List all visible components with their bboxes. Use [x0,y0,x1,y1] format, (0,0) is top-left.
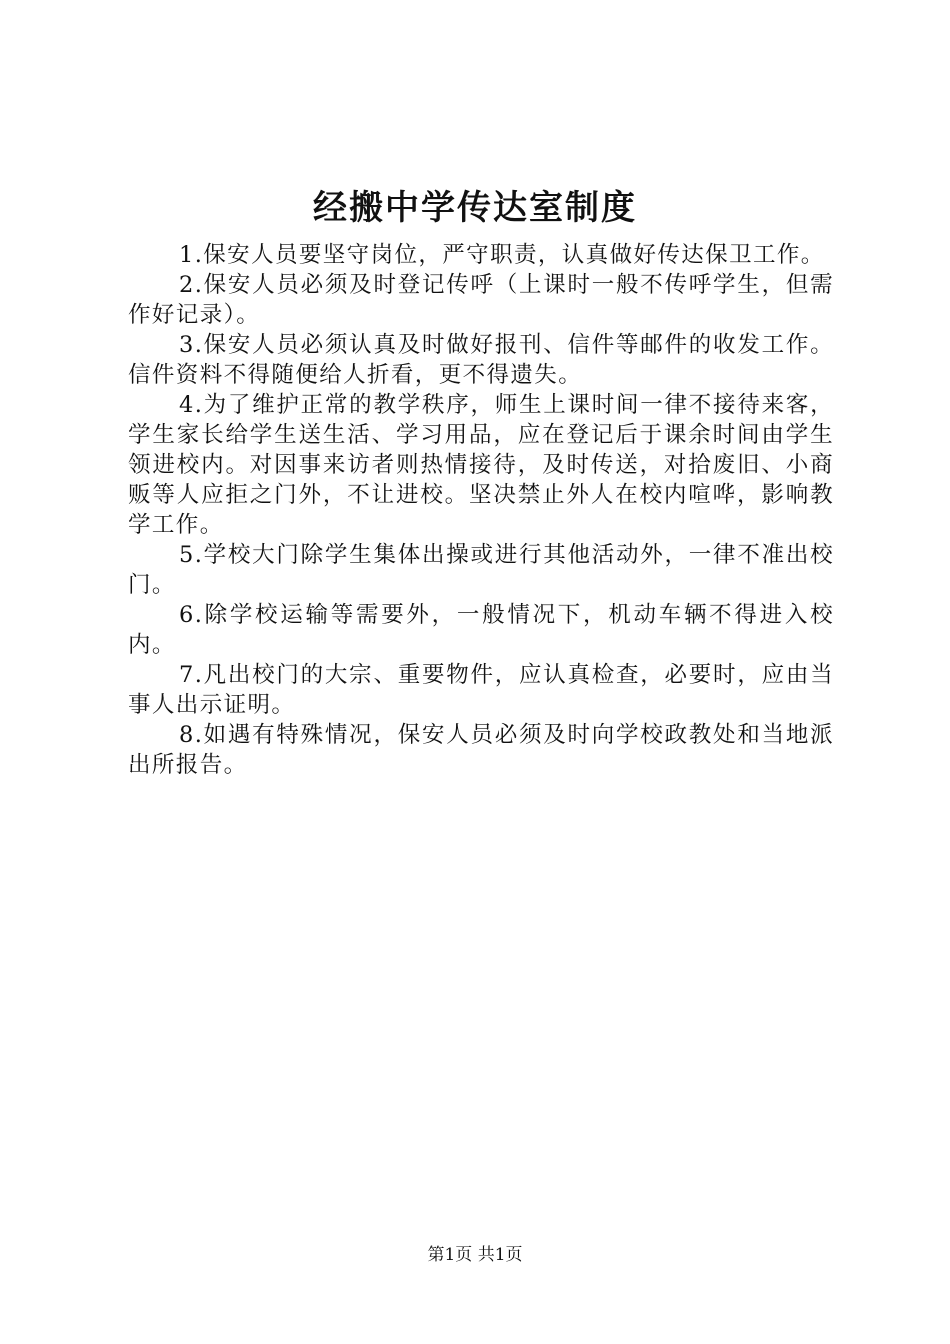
rule-paragraph-7: 7.凡出校门的大宗、重要物件，应认真检查，必要时，应由当事人出示证明。 [128,662,834,718]
rule-paragraph-4: 4.为了维护正常的教学秩序，师生上课时间一律不接待来客，学生家长给学生送生活、学习用品，应在登记后于课余时间由学生领进校内。对因事来访者则热情接待，及时传送，对拾废旧、小商贩等人应拒之门外，不让进校。坚决禁止外人在校内喧哗，影响教学工作。 [128,392,834,538]
page-footer: 第1页 共1页 [427,1245,523,1265]
rule-paragraph-8: 8.如遇有特殊情况，保安人员必须及时向学校政教处和当地派出所报告。 [128,722,834,778]
rule-paragraph-1: 1.保安人员要坚守岗位，严守职责，认真做好传达保卫工作。 [179,242,825,268]
document-title: 经搬中学传达室制度 [313,188,637,228]
rule-paragraph-6: 6.除学校运输等需要外，一般情况下，机动车辆不得进入校内。 [128,602,834,658]
document-body [128,240,834,780]
rule-paragraph-2: 2.保安人员必须及时登记传呼（上课时一般不传呼学生，但需作好记录）。 [128,272,834,328]
rule-paragraph-3: 3.保安人员必须认真及时做好报刊、信件等邮件的收发工作。信件资料不得随便给人折看，更不得遗失。 [128,332,834,388]
rule-paragraph-5: 5.学校大门除学生集体出操或进行其他活动外，一律不准出校门。 [128,542,834,598]
